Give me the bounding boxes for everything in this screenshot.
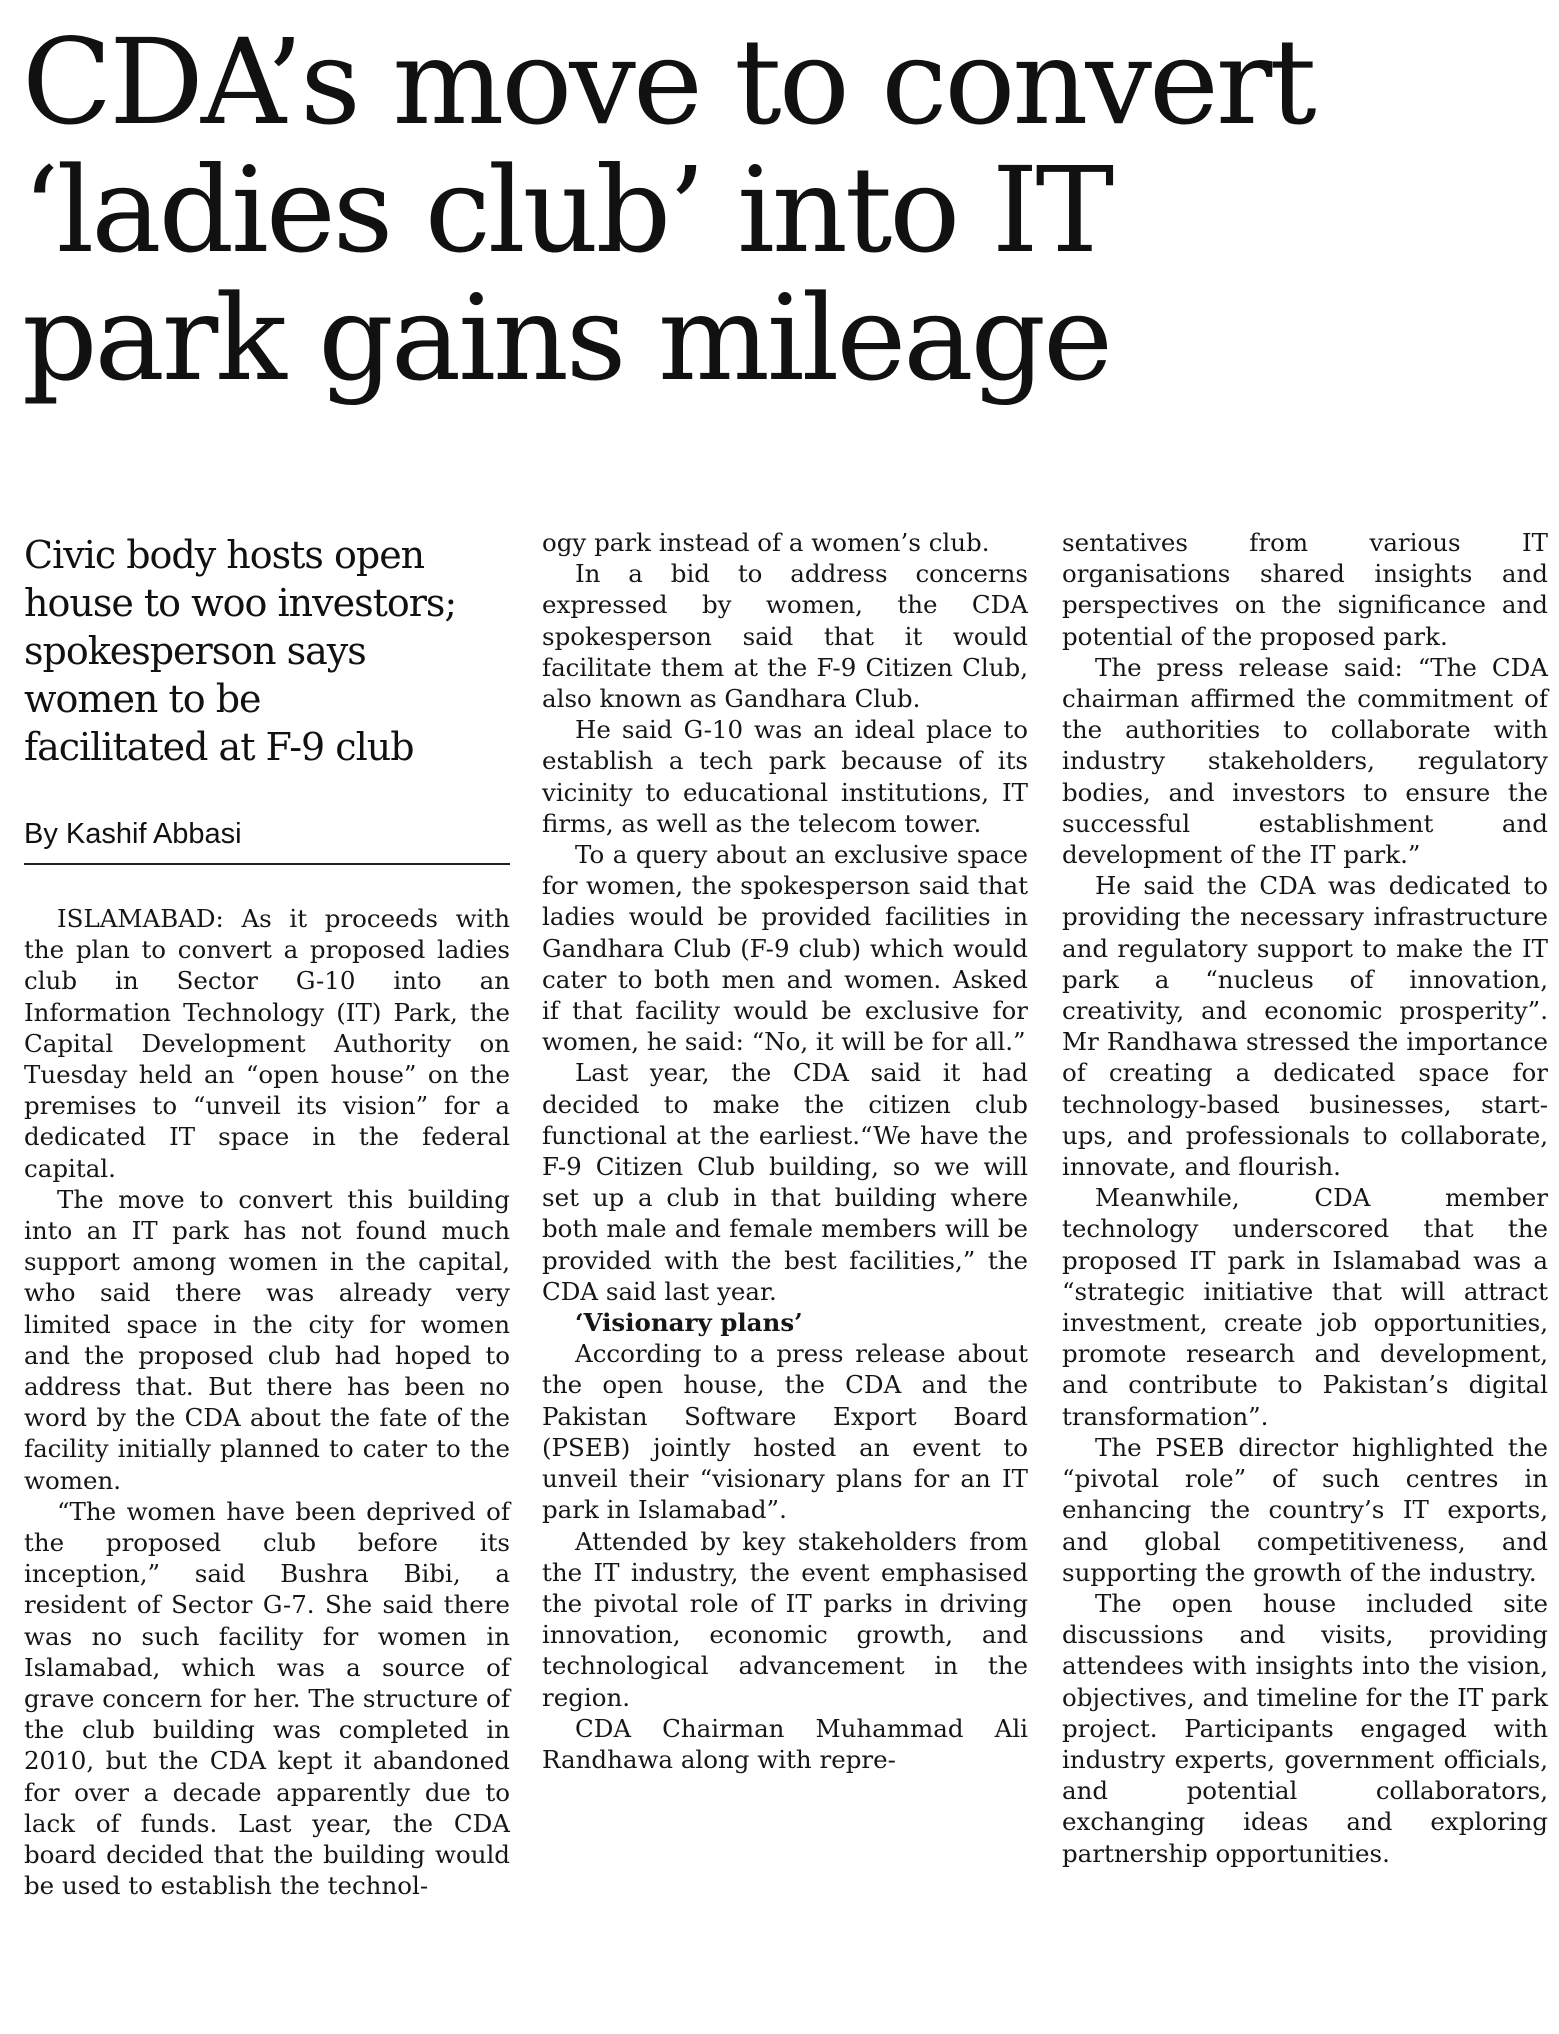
paragraph: The open house included site discussions and visits, providing attendees with insights into the vision, objectives, and timeline for the IT park project. Participants engaged with industry experts, government officials, and potential collaborators, exchanging ideas and exploring partnership opportunities. xyxy=(1062,1588,1548,1868)
paragraph: The PSEB director highlighted the “pivotal role” of such centres in enhancing the country’s IT exports, and global competitiveness, and supporting the growth of the industry. xyxy=(1062,1432,1548,1587)
article-column-2 xyxy=(542,527,1028,1775)
deck-line: spokesperson says xyxy=(24,629,366,673)
deck-line: facilitated at F-9 club xyxy=(24,725,414,769)
deck-line: house to woo investors; xyxy=(24,581,457,625)
paragraph: According to a press release about the open house, the CDA and the Pakistan Software Export Board (PSEB) jointly hosted an event to unveil their “visionary plans for an IT park in Islamabad”. xyxy=(542,1339,1028,1525)
paragraph: He said the CDA was dedicated to providing the necessary infrastructure and regulatory support to make the IT park a “nucleus of innovation, creativity, and economic prosperity”. Mr Randhawa stressed the importance of creating a dedicated space for technology-based businesses, start-ups, and professionals to collaborate, innovate, and flourish. xyxy=(1062,871,1548,1182)
deck-line: women to be xyxy=(24,677,261,721)
deck xyxy=(24,531,510,771)
paragraph: He said G-10 was an ideal place to establish a tech park because of its vicinity to educational institutions, IT firms, as well as the telecom tower. xyxy=(542,715,1028,838)
headline-line: park gains mileage xyxy=(22,269,1110,407)
article-column-1 xyxy=(24,527,510,1902)
subhead: ‘Visionary plans’ xyxy=(575,1308,803,1338)
byline: By Kashif Abbasi xyxy=(24,817,510,865)
paragraph: The move to convert this building into an IT park has not found much support among women in the capital, who said there was already very limited space in the city for women and the proposed club had hoped to address that. But there has been no word by the CDA about the fate of the facility initially planned to cater to the women. xyxy=(24,1184,510,1495)
paragraph: Meanwhile, CDA member technology underscored that the proposed IT park in Islamabad was a “strategic initiative that will attract investment, create job opportunities, promote research and development, and contribute to Pakistan’s digital transformation”. xyxy=(1062,1183,1548,1431)
headline-line: ‘ladies club’ into IT xyxy=(22,141,1112,279)
paragraph: Last year, the CDA said it had decided to make the citizen club functional at the earliest.“We have the F-9 Citizen Club building, so we will set up a club in that building where both male and female members will be provided with the best facilities,” the CDA said last year. xyxy=(542,1058,1028,1306)
headline-line: CDA’s move to convert xyxy=(22,13,1314,151)
headline xyxy=(22,13,1542,407)
paragraph: The press release said: “The CDA chairman affirmed the commitment of the authorities to collaborate with industry stakeholders, regulatory bodies, and investors to ensure the successful establishment and development of the IT park.” xyxy=(1062,652,1548,870)
paragraph-continued: ogy park instead of a women’s club. xyxy=(542,528,990,557)
paragraph: In a bid to address concerns expressed by women, the CDA spokesperson said that it would facilitate them at the F-9 Citizen Club, also known as Gandhara Club. xyxy=(542,559,1028,714)
paragraph: Attended by key stakeholders from the IT industry, the event emphasised the pivotal role of IT parks in driving innovation, economic growth, and technological advancement in the region. xyxy=(542,1526,1028,1712)
deck-line: Civic body hosts open xyxy=(24,533,425,577)
paragraph: CDA Chairman Muhammad Ali Randhawa along with repre- xyxy=(542,1713,1028,1774)
paragraph: ISLAMABAD: As it proceeds with the plan to convert a proposed ladies club in Sector G-10 into an Information Technology (IT) Park, the Capital Development Authority on Tuesday held an “open house” on the premises to “unveil its vision” for a dedicated IT space in the federal capital. xyxy=(24,904,510,1183)
paragraph: To a query about an exclusive space for women, the spokesperson said that ladies would be provided facilities in Gandhara Club (F-9 club) which would cater to both men and women. Asked if that facility would be exclusive for women, he said: “No, it will be for all.” xyxy=(542,840,1028,1057)
article-column-3 xyxy=(1062,527,1548,1869)
paragraph: “The women have been deprived of the proposed club before its inception,” said Bushra Bibi, a resident of Sector G-7. She said there was no such facility for women in Islamabad, which was a source of grave concern for her. The structure of the club building was completed in 2010, but the CDA kept it abandoned for over a decade apparently due to lack of funds. Last year, the CDA board decided that the building would be used to establish the technol- xyxy=(24,1496,510,1901)
paragraph-continued: sentatives from various IT organisations shared insights and perspectives on the significance and potential of the proposed park. xyxy=(1062,528,1548,651)
